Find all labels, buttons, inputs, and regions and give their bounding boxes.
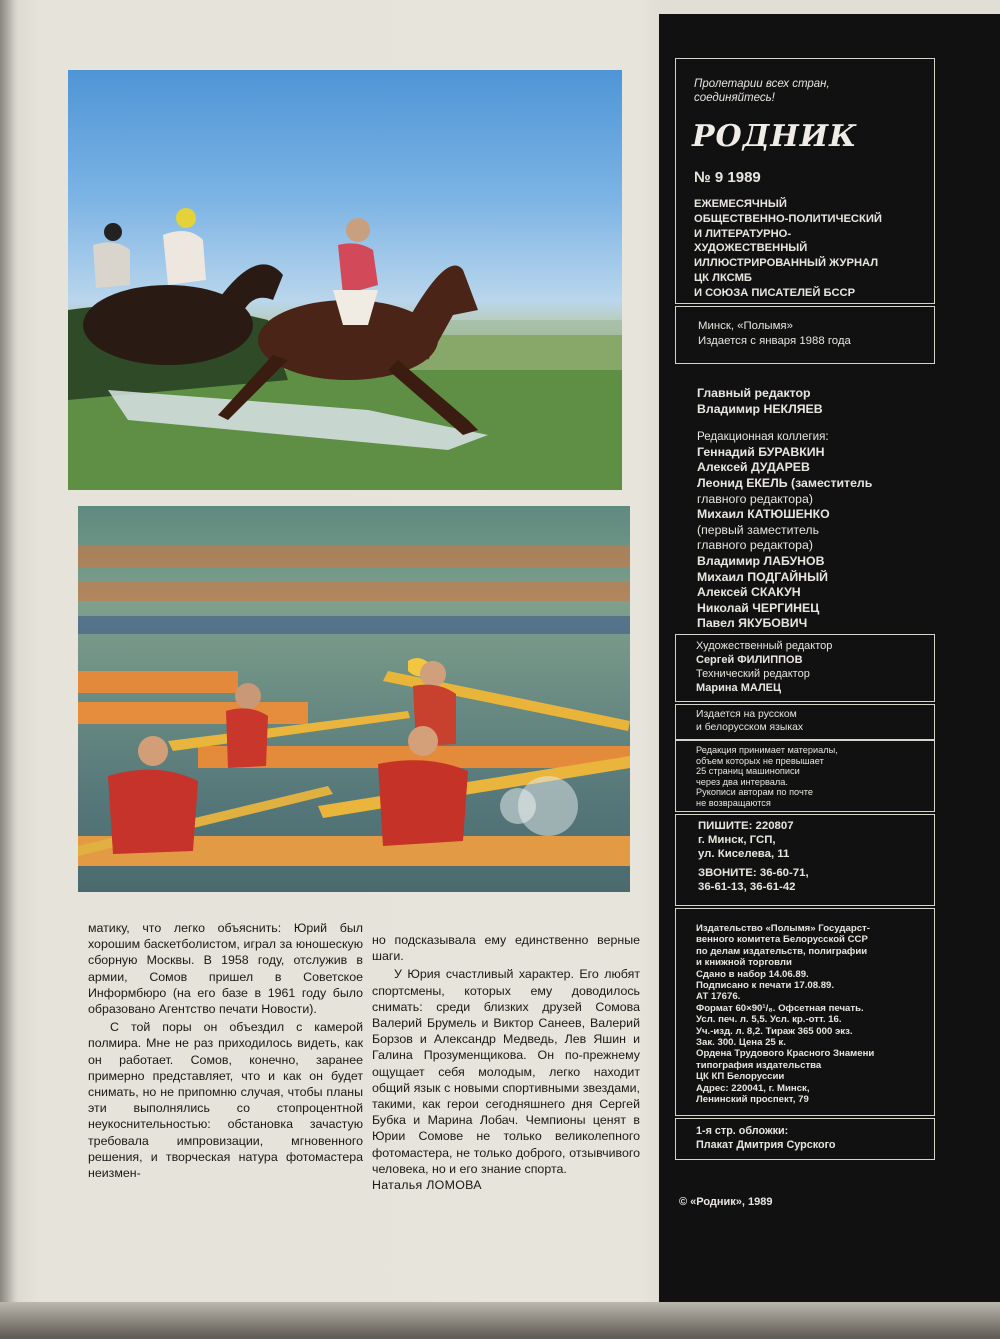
article-paragraph: С той поры он объездил с камерой полмира. Мне не раз приходилось видеть, как он работает. Сомов, конечно, заранее примерно представляет, что и как он будет снимать, но не припомню случая, чтобы планы эти выполнялись со стопроцентной неукоснительностью: обстановка зачастую требовала импровизации, мгновенного решения, и творческая натура фотомастера неизмен- bbox=[88, 1020, 363, 1181]
tech-editor-name: Марина МАЛЕЦ bbox=[696, 682, 782, 694]
editors-box bbox=[675, 634, 935, 702]
kayaking-photo bbox=[78, 506, 630, 892]
author-signature: Наталья ЛОМОВА bbox=[372, 1178, 482, 1193]
chief-editor-name: Владимир НЕКЛЯЕВ bbox=[697, 401, 823, 416]
masthead-title-box bbox=[675, 58, 935, 304]
magazine-logo: РОДНИК bbox=[692, 119, 858, 154]
issue-number: № 9 1989 bbox=[694, 169, 761, 186]
article-paragraph: У Юрия счастливый характер. Его любят спортсмены, которых ему доводилось снимать: среди близких друзей Сомова Валерий Брумель и Виктор Санеев, Валерий Борзов и Александр Медведь, Лев Яшин и Галина Прозуменщикова. Он по-прежнему ощущает себя молодым, легко находит общий язык с новыми спортивными звездами, такими, как герои сегодняшнего дня Сергей Бубка и Марина Лобач. Чемпионы ценят в Юрии Сомове не только великолепного фотомастера, не только доброго, отзывчивого человека, но и его знание спорта. bbox=[372, 967, 640, 1176]
board-member: Алексей ДУДАРЕВ bbox=[697, 460, 810, 475]
article-paragraph: матику, что легко объяснить: Юрий был хорошим баскетболистом, играл за юношескую сборную Москвы. В 1958 году, отслужив в армии, Сомов пришел в Советское Информбюро (на его базе в 1961 году было образовано Агентство печати Новости). bbox=[88, 921, 363, 1017]
copyright: © «Родник», 1989 bbox=[679, 1196, 773, 1208]
board-member-note: главного редактора) bbox=[697, 538, 813, 553]
call-phones: ЗВОНИТЕ: 36-60-71, bbox=[698, 866, 809, 879]
editorial-board bbox=[697, 386, 872, 632]
board-member: Леонид ЕКЕЛЬ (заместитель bbox=[697, 475, 873, 490]
article-column-left bbox=[88, 920, 363, 1181]
article-paragraph: но подсказывала ему единственно верные шаги. bbox=[372, 933, 640, 964]
slogan: Пролетарии всех стран, соединяйтесь! bbox=[694, 78, 830, 104]
kayaking-illustration bbox=[78, 506, 630, 892]
publication-info-box bbox=[675, 306, 935, 364]
publisher-city: Минск, «Полымя» bbox=[698, 320, 793, 332]
board-member: Михаил КАТЮШЕНКО bbox=[697, 507, 830, 522]
cover-credit-box: 1-я стр. обложки: Плакат Дмитрия Сурского bbox=[675, 1118, 935, 1160]
spine-shadow bbox=[0, 0, 18, 1339]
write-address: ПИШИТЕ: 220807 bbox=[698, 820, 794, 832]
board-member-note: главного редактора) bbox=[697, 491, 813, 506]
board-member: Владимир ЛАБУНОВ bbox=[697, 553, 825, 568]
steeplechase-illustration bbox=[68, 70, 622, 490]
steeplechase-photo bbox=[68, 70, 622, 490]
languages-box: Издается на русском и белорусском языках bbox=[675, 704, 935, 740]
board-member: Алексей СКАКУН bbox=[697, 585, 801, 600]
art-editor-label: Художественный редактор bbox=[696, 640, 833, 652]
page-bottom-edge bbox=[0, 1302, 1000, 1339]
board-label: Редакционная коллегия: bbox=[697, 430, 829, 444]
article-column-right bbox=[372, 932, 640, 1193]
manuscripts-box: Редакция принимает материалы, объем которых не превышает 25 страниц машинописи через два интервала. Рукописи авторам по почте не возвращаются bbox=[675, 740, 935, 812]
masthead-panel bbox=[659, 14, 1000, 1302]
art-editor-name: Сергей ФИЛИППОВ bbox=[696, 654, 803, 666]
published-since: Издается с января 1988 года bbox=[698, 334, 851, 347]
board-member: Павел ЯКУБОВИЧ bbox=[697, 616, 808, 631]
tech-editor-label: Технический редактор bbox=[696, 668, 810, 680]
board-member-note: (первый заместитель bbox=[697, 522, 820, 537]
board-member: Михаил ПОДГАЙНЫЙ bbox=[697, 569, 828, 584]
contact-box: ПИШИТЕ: 220807 г. Минск, ГСП, ул. Киселева, 11 ЗВОНИТЕ: 36-60-71, 36-61-13, 36-61-42 bbox=[675, 814, 935, 906]
board-member: Геннадий БУРАВКИН bbox=[697, 444, 825, 459]
imprint-box: Издательство «Полымя» Государст- венного комитета Белорусской ССР по делам издательств, полиграфии и книжной торговли Сдано в набор 14.06.89. Подписано к печати 17.08.89. АТ 17676. Формат 60×90¹/₈. Офсетная печать. Усл. печ. л. 5,5. Усл. кр.-отт. 16. Уч.-изд. л. 8,2. Тираж 365 000 экз. Зак. 300. Цена 25 к. Ордена Трудового Красного Знамени типография издательства ЦК КП Белоруссии Адрес: 220041, г. Минск, Ленинский проспект, 79 bbox=[675, 908, 935, 1116]
board-member: Николай ЧЕРГИНЕЦ bbox=[697, 600, 820, 615]
chief-editor-label: Главный редактор bbox=[697, 386, 811, 400]
magazine-description: ЕЖЕМЕСЯЧНЫЙ ОБЩЕСТВЕННО-ПОЛИТИЧЕСКИЙ И ЛИТЕРАТУРНО- ХУДОЖЕСТВЕННЫЙ ИЛЛЮСТРИРОВАННЫЙ ЖУРНАЛ ЦК ЛКСМБ И СОЮЗА ПИСАТЕЛЕЙ БССР bbox=[694, 198, 882, 299]
